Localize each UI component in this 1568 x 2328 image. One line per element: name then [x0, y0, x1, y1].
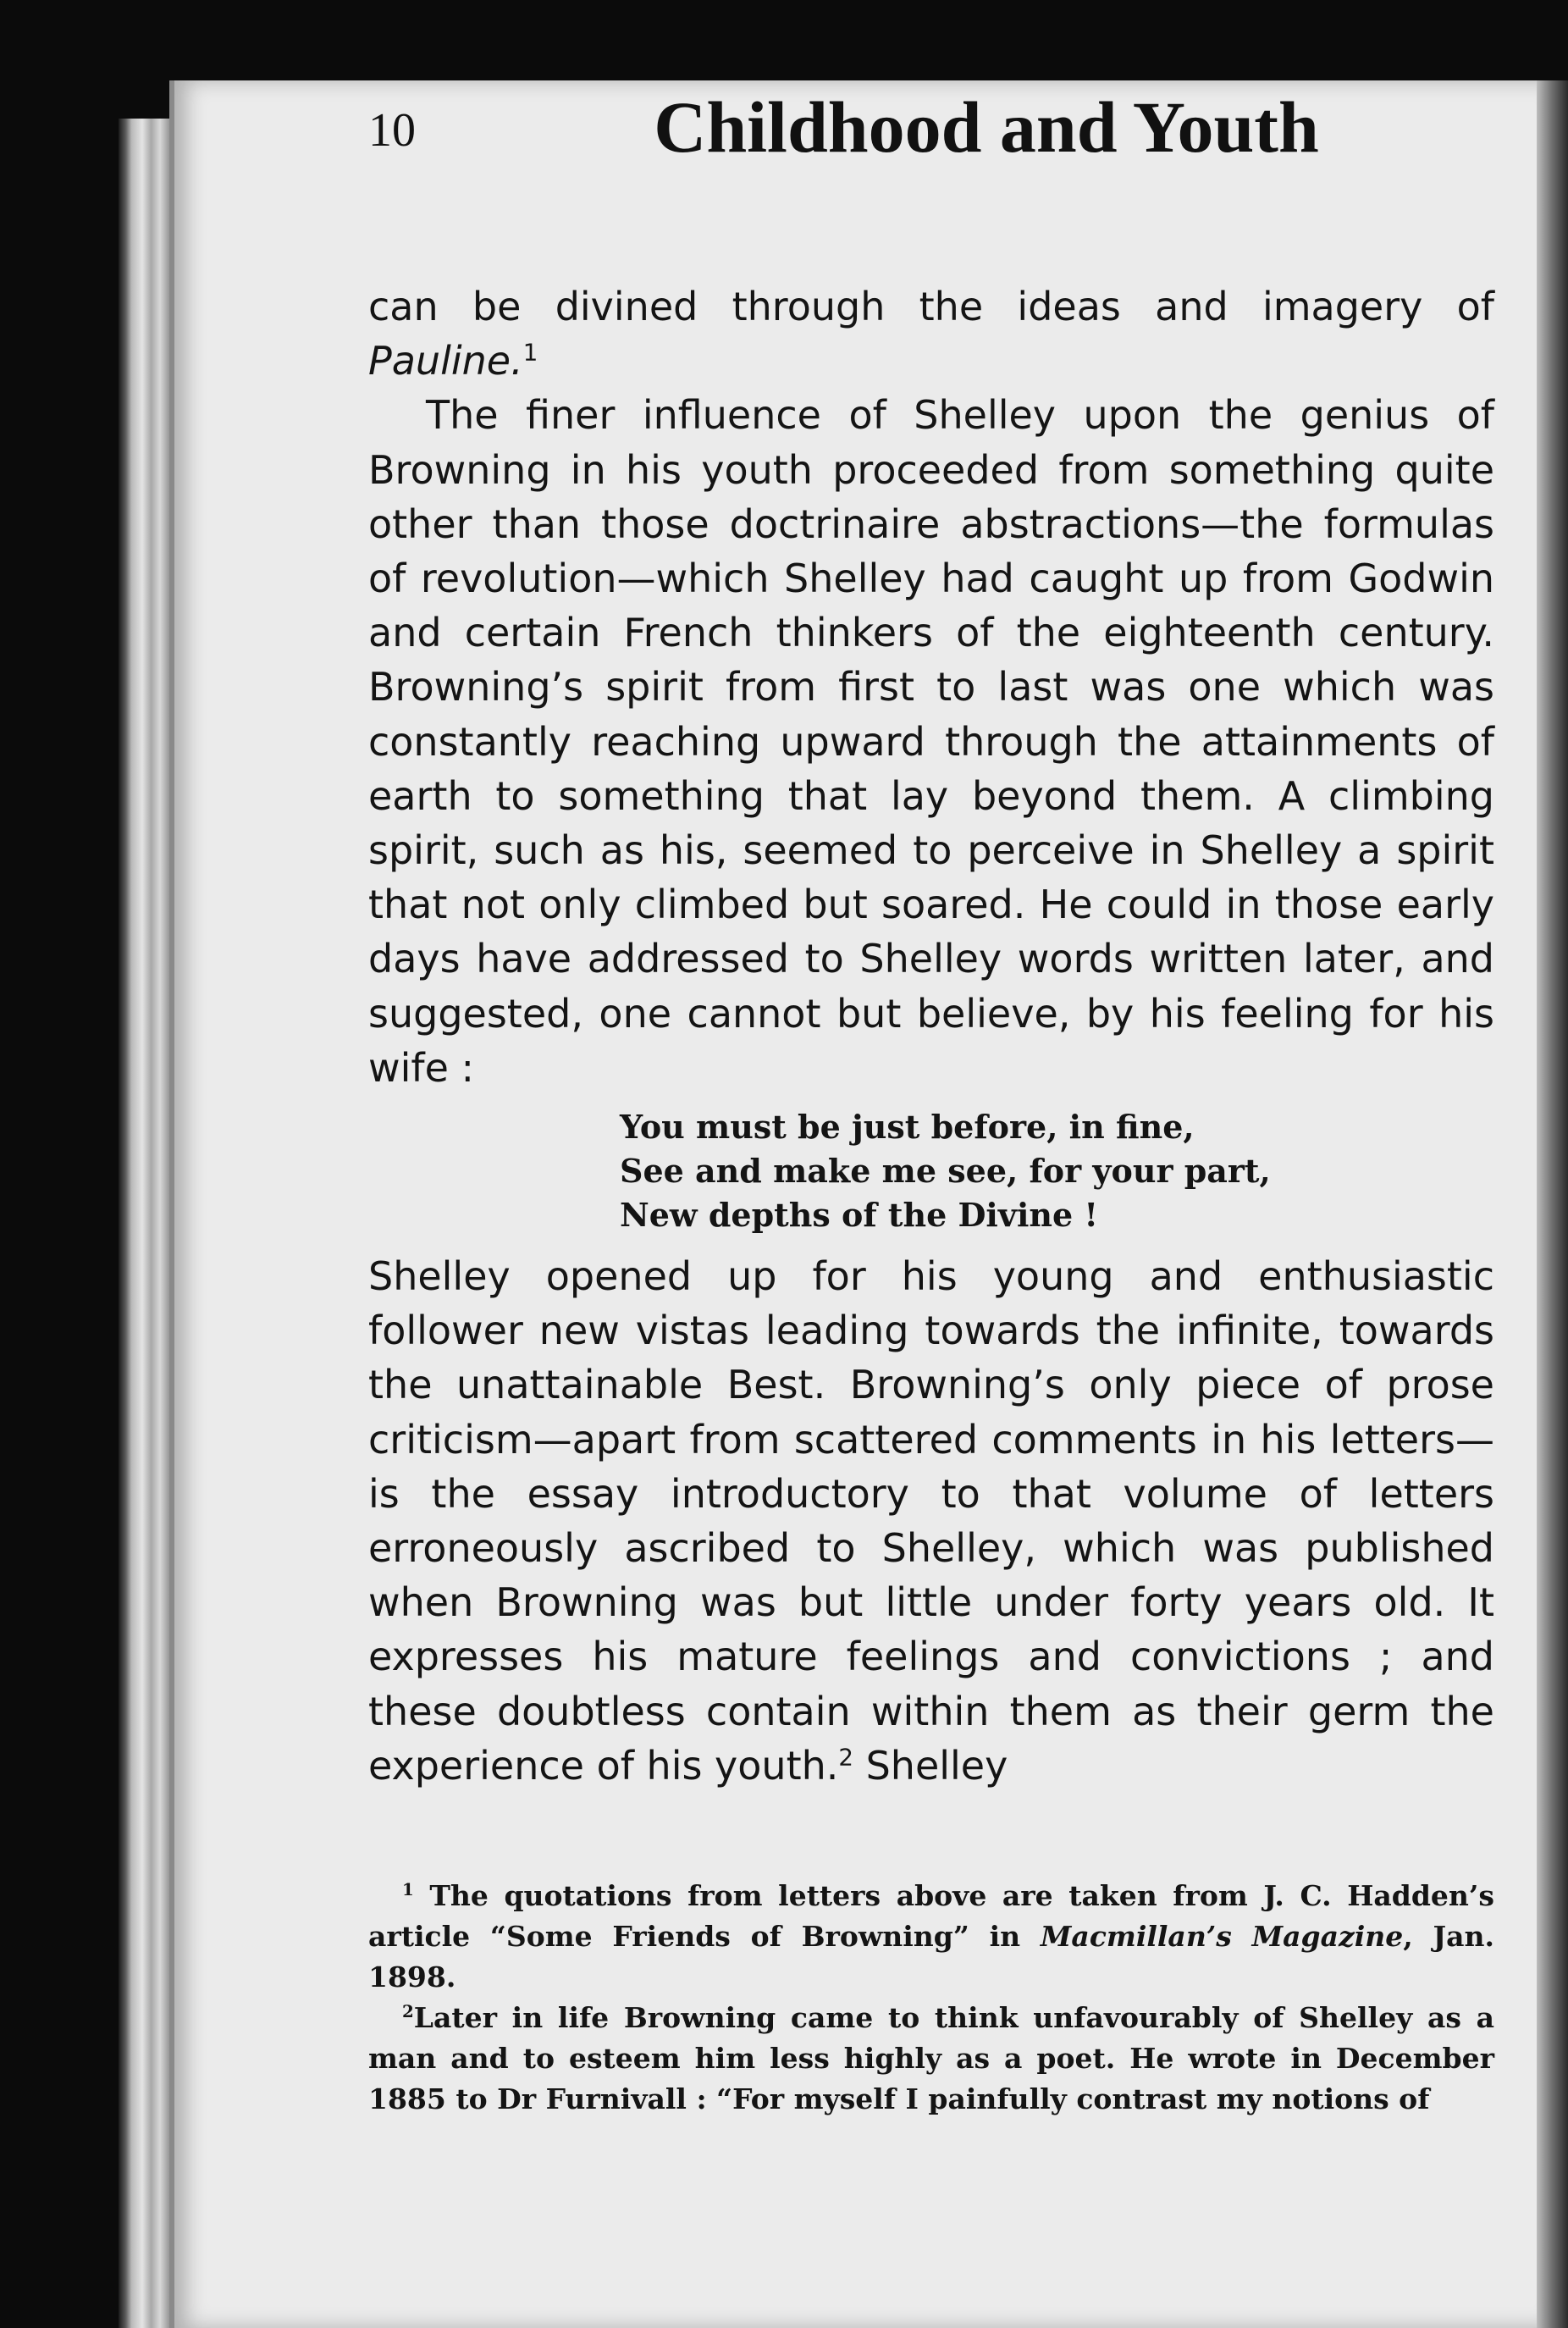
paragraph-3	[368, 1249, 1494, 1793]
footnote-2-mark: 2	[402, 2001, 414, 2021]
page-right-edge	[1537, 80, 1568, 2328]
body-text	[368, 279, 1494, 1793]
verse-line-1: You must be just before, in fine,	[620, 1108, 1195, 1147]
page-header	[368, 85, 1477, 178]
footnote-2	[368, 1998, 1494, 2120]
footnote-1-mark: 1	[402, 1879, 414, 1899]
footnote-2-text: Later in life Browning came to think unfavourably of Shelley as a man and to esteem him less highly as a poet. He wrote in December 1885 to Dr Furnivall : “For myself I painfully contrast my notions of	[368, 2001, 1494, 2115]
verse-line-3: New depths of the Divine !	[620, 1196, 1099, 1235]
footnote-ref-1: 1	[522, 338, 538, 367]
footnote-1-end: , Jan. 1898.	[368, 1920, 1495, 1993]
footnote-1-journal: Macmillan’s Magazine	[1040, 1920, 1404, 1953]
paragraph-1-text: can be divined through the ideas and imagery of	[368, 284, 1494, 329]
page-number: 10	[368, 104, 416, 157]
footnotes	[368, 1876, 1494, 2120]
footnote-ref-2: 2	[838, 1743, 853, 1772]
running-head: Childhood and Youth	[654, 86, 1319, 168]
paragraph-2: The finer influence of Shelley upon the genius of Browning in his youth proceeded from something quite other than those doctrinaire abstractions—the formulas of revolution—which Shelley had caught up from Godwin and certain French thinkers of the eighteenth century. Browning’s spirit from first to last was one which was constantly reaching upward through the attainments of earth to something that lay beyond them. A climbing spirit, such as his, seemed to perceive in Shelley a spirit that not only climbed but soared. He could in those early days have addressed to Shelley words written later, and suggested, one cannot but believe, by his feeling for his wife :	[368, 392, 1494, 1091]
paragraph-3-tail: Shelley	[853, 1742, 1008, 1789]
poem-title-pauline: Pauline.	[368, 338, 523, 384]
verse-quotation	[620, 1105, 1494, 1237]
verse-line-2: See and make me see, for your part,	[620, 1152, 1271, 1191]
paragraph-1	[368, 279, 1494, 388]
footnote-1-text: The quotations from letters above are taken from J. C. Hadden’s article “Some Friends of Browning” in	[368, 1879, 1494, 1953]
footnote-1	[368, 1876, 1494, 1998]
paragraph-3-text: Shelley opened up for his young and enthusiastic follower new vistas leading towards the infinite, towards the unattainable Best. Browning’s only piece of prose criticism—apart from scattered comments in his letters—is the essay introductory to that volume of letters erroneously ascribed to Shelley, which was published when Browning was but little under forty years old. It expresses his mature feelings and convictions ; and these doubtless contain within them as their germ the experience of his youth.	[368, 1253, 1494, 1789]
